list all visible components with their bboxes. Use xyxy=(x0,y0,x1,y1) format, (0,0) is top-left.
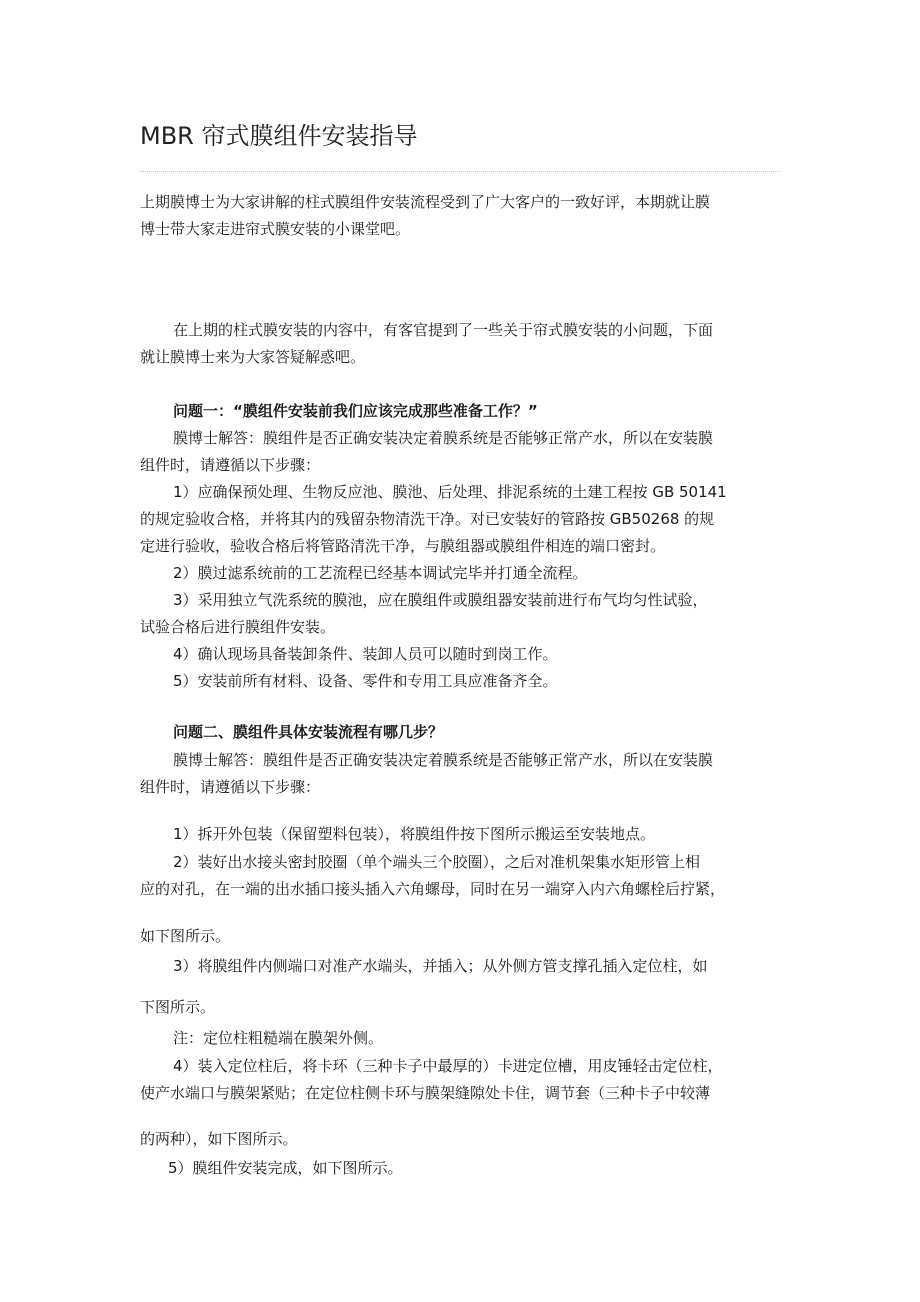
q2-step3-line: 下图所示。 xyxy=(140,998,216,1016)
q2-note: 注：定位柱粗糙端在膜架外侧。 xyxy=(173,1029,384,1047)
lead-line: 在上期的柱式膜安装的内容中，有客官提到了一些关于帘式膜安装的小问题，下面 xyxy=(173,321,714,339)
q2-answer-line: 组件时，请遵循以下步骤： xyxy=(140,778,321,796)
q1-answer-line: 膜博士解答：膜组件是否正确安装决定着膜系统是否能够正常产水，所以在安装膜 xyxy=(173,429,714,447)
q2-step1: 1）拆开外包装（保留塑料包装），将膜组件按下图所示搬运至安装地点。 xyxy=(173,825,656,843)
q1-step3-line: 试验合格后进行膜组件安装。 xyxy=(140,618,336,636)
title-divider xyxy=(140,171,780,172)
q2-step5: 5）膜组件安装完成，如下图所示。 xyxy=(168,1159,403,1177)
q1-step2: 2）膜过滤系统前的工艺流程已经基本调试完毕并打通全流程。 xyxy=(173,564,588,582)
q1-step1-line: 1）应确保预处理、生物反应池、膜池、后处理、排泥系统的土建工程按 GB 50141 xyxy=(173,483,727,501)
q2-step3-line: 3）将膜组件内侧端口对准产水端头，并插入；从外侧方管支撑孔插入定位柱，如 xyxy=(173,957,708,975)
q2-step4-line: 4）装入定位柱后，将卡环（三种卡子中最厚的）卡进定位槽，用皮锤轻击定位柱， xyxy=(173,1057,723,1075)
q2-step2-line: 如下图所示。 xyxy=(140,927,231,945)
q1-step1-line: 定进行验收，验收合格后将管路清洗干净，与膜组器或膜组件相连的端口密封。 xyxy=(140,537,666,555)
q1-step4: 4）确认现场具备装卸条件、装卸人员可以随时到岗工作。 xyxy=(173,645,558,663)
intro-line: 博士带大家走进帘式膜安装的小课堂吧。 xyxy=(140,220,411,238)
q2-step4-line: 的两种），如下图所示。 xyxy=(140,1130,298,1148)
q2-heading: 问题二、膜组件具体安装流程有哪几步？ xyxy=(173,723,444,741)
lead-line: 就让膜博士来为大家答疑解惑吧。 xyxy=(140,348,366,366)
q2-step2-line: 应的对孔，在一端的出水插口接头插入六角螺母，同时在另一端穿入内六角螺栓后拧紧， xyxy=(140,880,726,898)
q1-step3-line: 3）采用独立气洗系统的膜池，应在膜组件或膜组器安装前进行布气均匀性试验， xyxy=(173,591,708,609)
q2-answer-line: 膜博士解答：膜组件是否正确安装决定着膜系统是否能够正常产水，所以在安装膜 xyxy=(173,751,714,769)
q1-heading: 问题一：“膜组件安装前我们应该完成那些准备工作？” xyxy=(173,402,538,420)
q2-step4-line: 使产水端口与膜架紧贴；在定位柱侧卡环与膜架缝隙处卡住，调节套（三种卡子中较薄 xyxy=(140,1084,711,1102)
q1-step5: 5）安装前所有材料、设备、零件和专用工具应准备齐全。 xyxy=(173,672,558,690)
q2-step2-line: 2）装好出水接头密封胶圈（单个端头三个胶圈），之后对准机架集水矩形管上相 xyxy=(173,853,701,871)
document-title: MBR 帘式膜组件安装指导 xyxy=(140,122,418,150)
q1-answer-line: 组件时，请遵循以下步骤： xyxy=(140,456,321,474)
q1-step1-line: 的规定验收合格，并将其内的残留杂物清洗干净。对已安装好的管路按 GB50268 的规 xyxy=(140,510,715,528)
intro-line: 上期膜博士为大家讲解的柱式膜组件安装流程受到了广大客户的一致好评，本期就让膜 xyxy=(140,193,711,211)
